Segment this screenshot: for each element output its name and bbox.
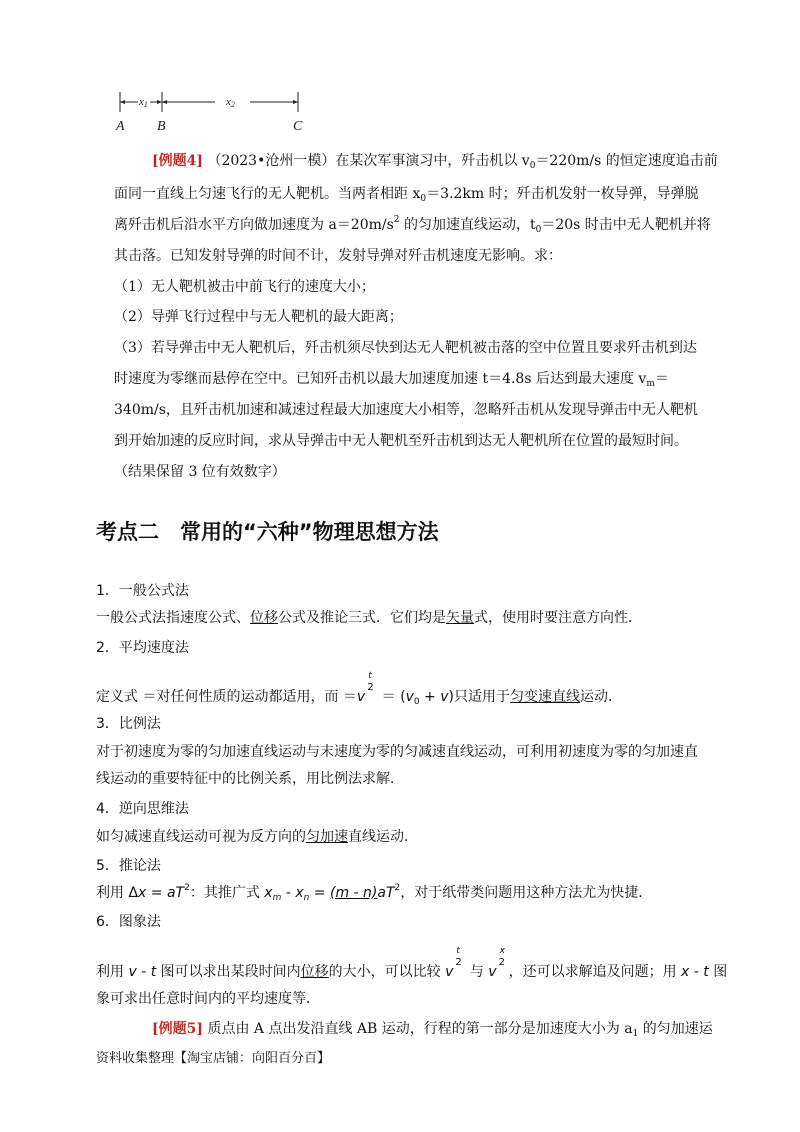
method-1-body: 一般公式法指速度公式、位移公式及推论三式．它们均是矢量式，使用时要注意方向性． [96, 610, 642, 626]
method-3-line1: 对于初速度为零的匀加速直线运动与末速度为零的匀减速直线运动，可利用初速度为零的匀加速直 [96, 744, 698, 760]
method-4-body: 如匀减速直线运动可视为反方向的匀加速直线运动． [96, 829, 418, 845]
method-3-line2: 线运动的重要特征中的比例关系，用比例法求解． [96, 771, 404, 787]
footer-text: 资料收集整理【淘宝店铺：向阳百分百】 [96, 1051, 331, 1066]
method-6-line1: 利用 v - t 图可以求出某段时间内位移的大小，可以比较 v t 2 与 v x 2 ，还可以求解追及问题；用 x - t 图 [96, 946, 728, 980]
example4-line4: 其击落。已知发射导弹的时间不计，发射导弹对歼击机速度无影响。求： [114, 248, 562, 264]
question-3-line1: （3）若导弹击中无人靶机后，歼击机须尽快到达无人靶机被击落的空中位置且要求歼击机到达 [114, 340, 697, 356]
example4-source: （2023•沧州一模） [207, 153, 336, 169]
result-note: （结果保留 3 位有效数字） [114, 464, 286, 480]
method-5-body: 利用 $\Delta x = aT^2$：其推广式 $x_m - x_n = (m - n)aT^2$，对于纸带类问题用这种方法尤为快捷． [96, 883, 653, 903]
example5-tag: [例题5] [152, 1021, 203, 1037]
label-x2: x [226, 96, 231, 108]
example4-line2: 面同一直线上匀速飞行的无人靶机。当两者相距 $x_0=3.2km$ 时；歼击机发射一枚导弹，导弹脱 [114, 186, 699, 204]
question-3-line2: 时速度为零继而悬停在空中。已知歼击机以最大加速度加速 t＝4.8s 后达到最大速度 $v_m=$ [114, 371, 669, 389]
example4-line3: 离歼击机后沿水平方向做加速度为 $a=20m/s^2$ 的匀加速直线运动，$t_0=20s$ 时击中无人靶机并将 [114, 215, 711, 235]
method-2-body: 定义式 ＝对任何性质的运动都适用，而 ＝v t 2 ＝ $(v_0 + v)$只适用于匀变速直线运动． [96, 671, 623, 707]
question-3-line4: 到开始加速的反应时间，求从导弹击中无人靶机至歼击机到达无人靶机所在位置的最短时间。 [114, 433, 688, 449]
label-a: A [116, 119, 125, 134]
method-1-title: 1．一般公式法 [96, 583, 189, 599]
method-2-title: 2．平均速度法 [96, 640, 189, 656]
svg-text:x2: x2 [226, 96, 235, 109]
method-6-line2: 象可求出任意时间内的平均速度等． [96, 991, 320, 1007]
example4-tag: [例题4] [152, 153, 203, 169]
label-b: B [157, 119, 166, 134]
example5-line1: [例题5] 质点由 A 点出发沿直线 AB 运动，行程的第一部分是加速度大小为 $a_1$ 的匀加速运 [152, 1021, 713, 1039]
method-4-title: 4．逆向思维法 [96, 801, 189, 817]
method-3-title: 3．比例法 [96, 716, 161, 732]
section-title: 考点二 常用的“六种”物理思想方法 [96, 520, 439, 544]
method-6-title: 6．图象法 [96, 914, 161, 930]
label-c: C [293, 119, 303, 134]
segment-diagram [110, 90, 310, 135]
question-2: （2）导弹飞行过程中与无人靶机的最大距离； [114, 309, 403, 325]
label-x1: x [139, 96, 144, 108]
question-1: （1）无人靶机被击中前飞行的速度大小； [114, 279, 375, 295]
method-5-title: 5．推论法 [96, 858, 161, 874]
example4-line1: [例题4] （2023•沧州一模）在某次军事演习中，歼击机以 $v_0=220m/s$ 的恒定速度追击前 [152, 153, 718, 171]
question-3-line3: 340m/s，且歼击机加速和减速过程最大加速度大小相等，忽略歼击机从发现导弹击中无人靶机 [114, 402, 698, 418]
svg-text:x1: x1 [139, 96, 148, 109]
